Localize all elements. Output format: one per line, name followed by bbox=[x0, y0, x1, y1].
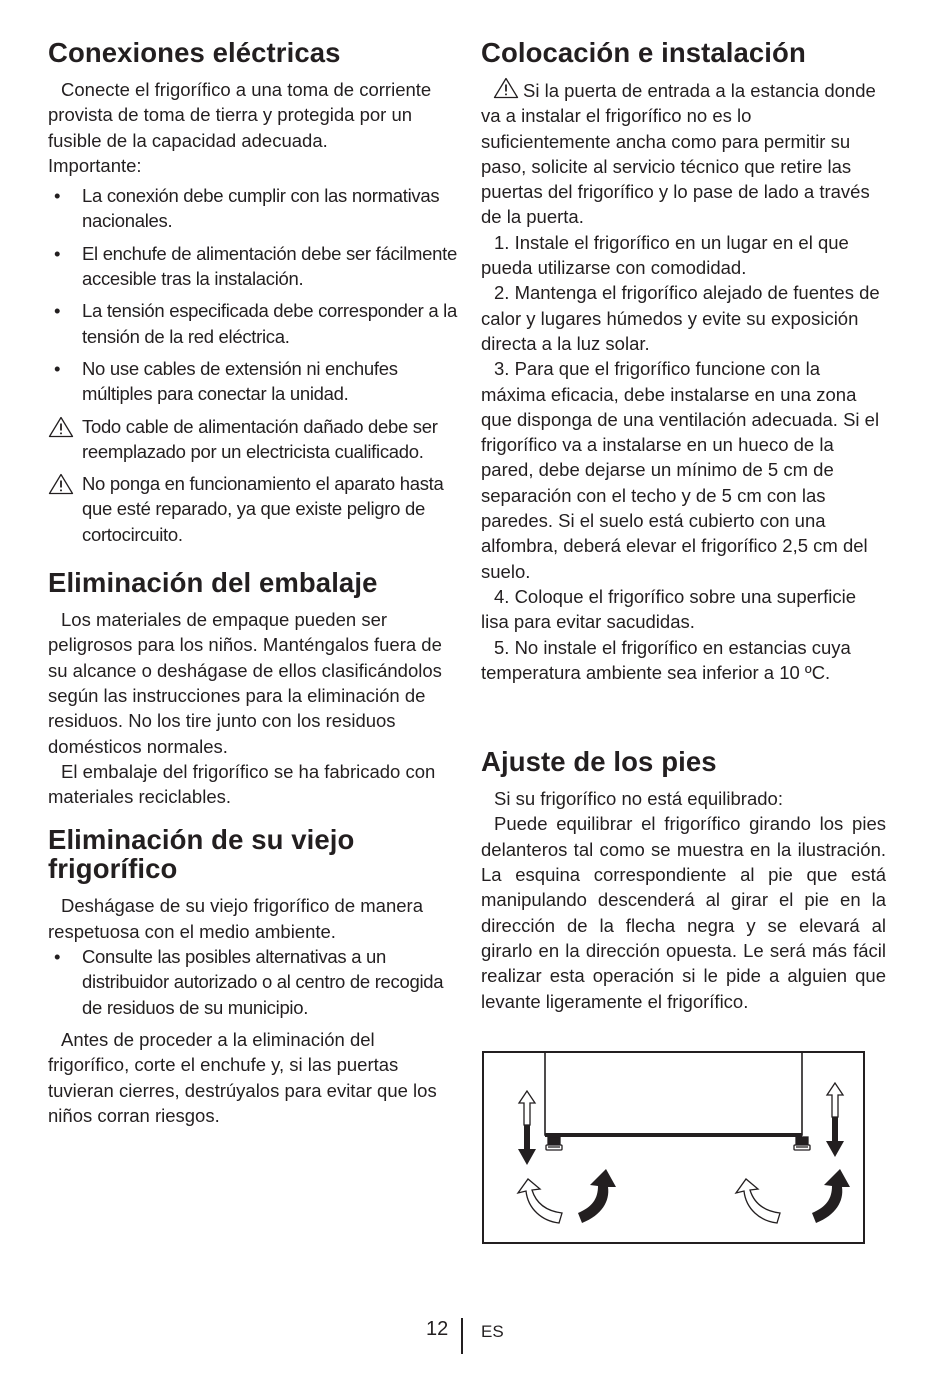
paragraph: Los materiales de empaque pueden ser peligrosos para los niños. Manténgalos fuera de su alcance o deshágase de ellos clasificándolos según las instrucciones para la eliminación de residuos. No los tire junto con los residuos domésticos normales. bbox=[48, 609, 442, 757]
bullet-list bbox=[48, 944, 458, 1020]
warning-triangle-icon bbox=[48, 416, 74, 438]
list-item: • La tensión especificada debe corresponder a la tensión de la red eléctrica. bbox=[54, 300, 457, 347]
paragraph: Conecte el frigorífico a una toma de corriente provista de toma de tierra y protegida por un fusible de la capacidad adecuada. bbox=[48, 79, 432, 151]
divider bbox=[461, 1318, 463, 1354]
warning-triangle-icon bbox=[48, 473, 74, 495]
page-footer bbox=[0, 1318, 950, 1348]
bullet-list bbox=[48, 183, 458, 406]
rotate-clockwise-icon bbox=[578, 1169, 616, 1223]
language-code: ES bbox=[481, 1322, 504, 1341]
down-arrow-icon bbox=[826, 1117, 844, 1157]
rotate-counterclockwise-icon bbox=[518, 1179, 562, 1223]
left-foot bbox=[546, 1137, 562, 1150]
paragraph: Si su frigorífico no está equilibrado: bbox=[494, 788, 783, 810]
fridge-feet-adjustment-figure bbox=[482, 1051, 865, 1244]
heading-embalaje: Eliminación del embalaje bbox=[48, 567, 378, 599]
warning-triangle-icon bbox=[493, 77, 519, 99]
figure-drawing bbox=[484, 1053, 863, 1242]
heading-viejo-frigorifico: Eliminación de su viejo frigorífico bbox=[48, 824, 355, 885]
paragraph: Puede equilibrar el frigorífico girando los pies delanteros tal como se muestra en la ilustración. La esquina correspondiente al pie que está manipulando descenderá al girar el pie en la dirección de la flecha negra y se elevará al girarlo en la dirección opuesta. Le será más fácil realizar esta operación si le pide a alguien que levante ligeramente el frigorífico. bbox=[481, 813, 886, 1012]
right-foot bbox=[794, 1137, 810, 1150]
heading-colocacion: Colocación e instalación bbox=[481, 37, 806, 68]
warning-note: Todo cable de alimentación dañado debe ser reemplazado por un electricista cualificado. bbox=[48, 414, 458, 465]
up-arrow-icon bbox=[827, 1083, 843, 1117]
up-arrow-icon bbox=[519, 1091, 535, 1125]
down-arrow-icon bbox=[518, 1125, 536, 1165]
paragraph: Importante: bbox=[48, 154, 142, 176]
page-number: 12 bbox=[426, 1318, 449, 1340]
rotate-clockwise-icon bbox=[812, 1169, 850, 1223]
list-item: • Consulte las posibles alternativas a un distribuidor autorizado o al centro de recogida de residuos de su municipio. bbox=[54, 946, 444, 1018]
paragraph: Antes de proceder a la eliminación del frigorífico, corte el enchufe y, si las puertas tuvieran cierres, destrúyalos para evitar que los niños corran riesgos. bbox=[48, 1028, 437, 1126]
right-column bbox=[481, 38, 886, 1014]
numbered-item: 1. Instale el frigorífico en un lugar en el que pueda utilizarse con comodidad. bbox=[481, 231, 849, 279]
heading-ajuste-pies: Ajuste de los pies bbox=[481, 746, 717, 778]
paragraph: El embalaje del frigorífico se ha fabricado con materiales reciclables. bbox=[48, 760, 436, 808]
warning-note: No ponga en funcionamiento el aparato hasta que esté reparado, ya que existe peligro de cortocircuito. bbox=[48, 471, 458, 547]
paragraph: Deshágase de su viejo frigorífico de manera respetuosa con el medio ambiente. bbox=[48, 895, 423, 942]
warning-paragraph: Si la puerta de entrada a la estancia donde va a instalar el frigorífico no es lo suficientemente ancha como para permitir su paso, solicite al servicio técnico que retire las puertas del frigorífico y lo pase de lado a través de la puerta. bbox=[481, 77, 886, 230]
numbered-item: 3. Para que el frigorífico funcione con la máxima eficacia, debe instalarse en una zona que disponga de una ventilación adecuada. Si el frigorífico va a instalarse en un hueco de la pared, debe dejarse un mínimo de 5 cm de separación con el techo y de 5 cm con las paredes. Si el suelo está cubierto con una alfombra, deberá elevar el frigorífico 2,5 cm del suelo. bbox=[481, 358, 880, 582]
numbered-item: 5. No instale el frigorífico en estancias cuya temperatura ambiente sea inferior a 10 ºC. bbox=[481, 636, 851, 683]
numbered-item: 4. Coloque el frigorífico sobre una superficie lisa para evitar sacudidas. bbox=[481, 585, 856, 633]
list-item: • La conexión debe cumplir con las normativas nacionales. bbox=[54, 185, 440, 232]
left-column bbox=[48, 38, 458, 1128]
list-item: • El enchufe de alimentación debe ser fácilmente accesible tras la instalación. bbox=[54, 242, 457, 290]
list-item: • No use cables de extensión ni enchufes múltiples para conectar la unidad. bbox=[54, 357, 398, 405]
heading-conexiones: Conexiones eléctricas bbox=[48, 37, 341, 68]
rotate-counterclockwise-icon bbox=[736, 1179, 780, 1223]
numbered-item: 2. Mantenga el frigorífico alejado de fuentes de calor y lugares húmedos y evite su exposición directa a la luz solar. bbox=[481, 282, 880, 354]
